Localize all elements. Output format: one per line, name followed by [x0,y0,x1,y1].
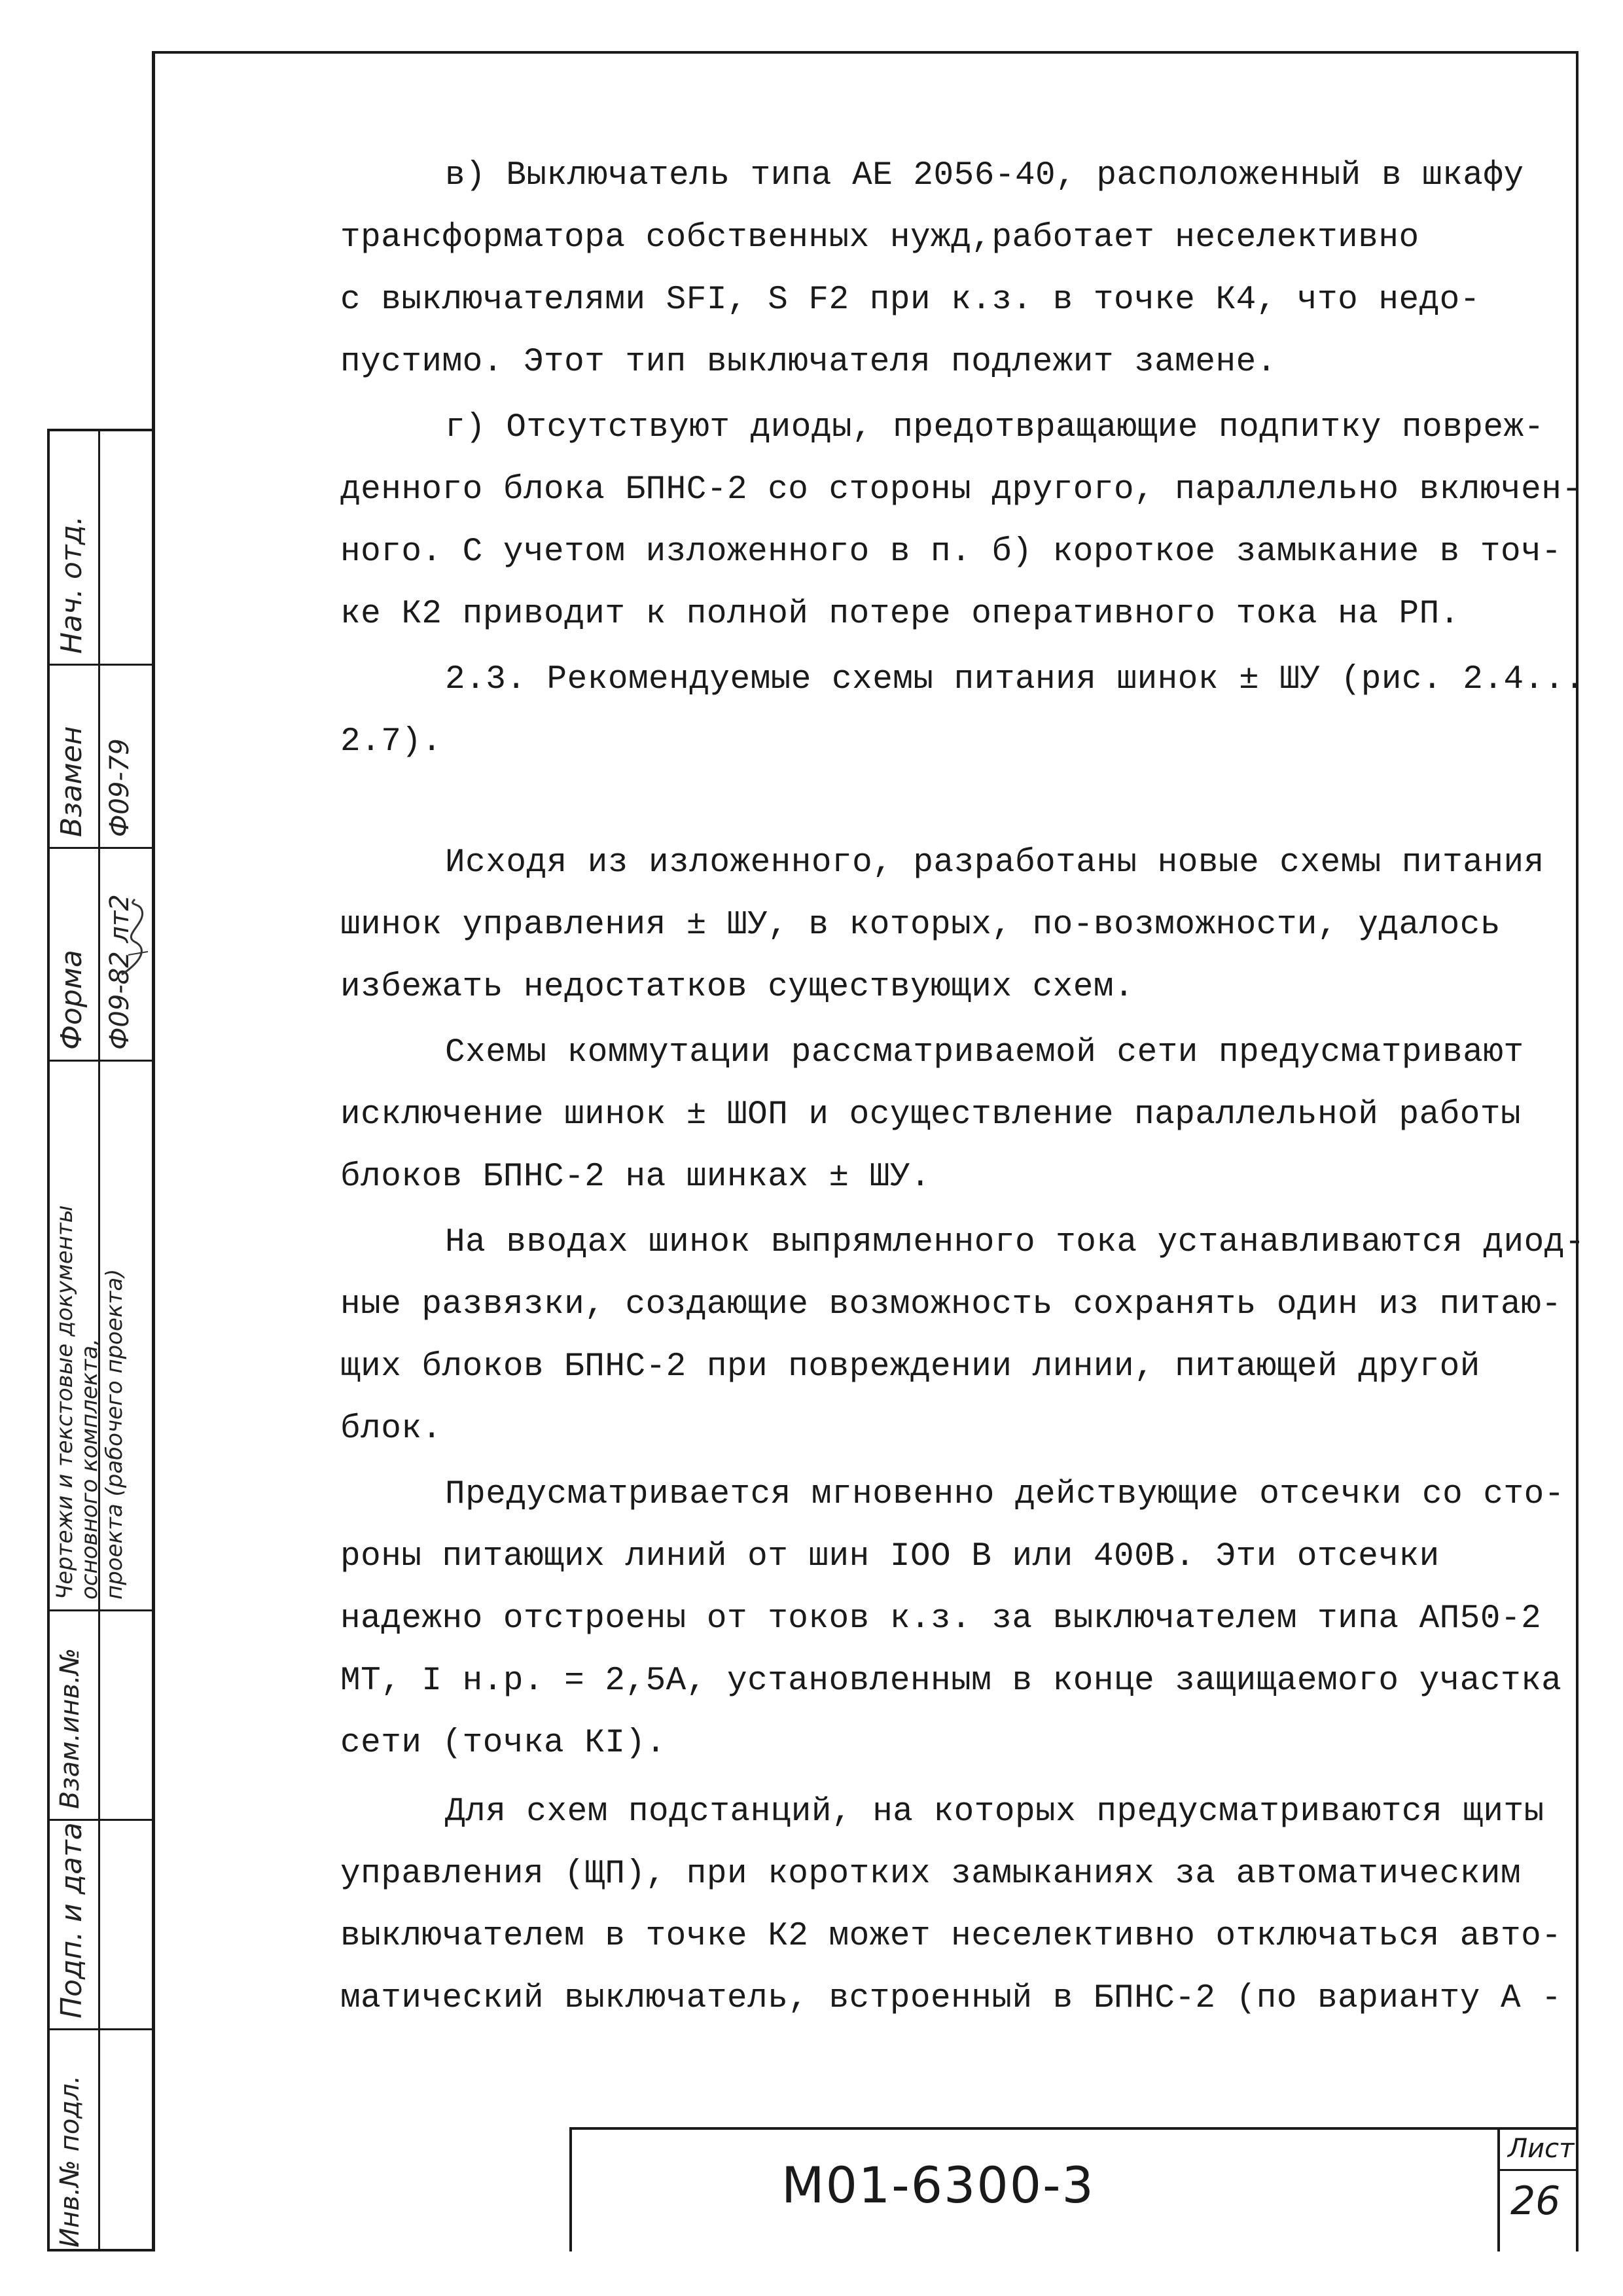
text-line: Исходя из изложенного, разработаны новые схемы питания [445,844,1544,882]
text-line: выключателем в точке К2 может неселективно отключаться авто- [340,1918,1562,1955]
text-line: щих блоков БПНС-2 при повреждении линии, питающей другой [340,1348,1480,1386]
text-line: исключение шинок ± ШОП и осуществление параллельной работы [340,1096,1522,1134]
stamp-inv-podl: Инв.№ подл. [55,2075,85,2248]
text-line: с выключателями SFI, S F2 при к.з. в точке К4, что недо- [340,281,1480,319]
sheet-number: 26 [1510,2178,1561,2224]
stamp-forma: Форма [55,950,88,1050]
stamp-drawings-line2: основного комплекта, [77,1338,103,1600]
stamp-vzamen: Взамен [55,726,88,837]
text-line: г) Отсутствуют диоды, предотвращающие подпитку повреж- [445,409,1544,446]
text-line: надежно отстроены от токов к.з. за выключателем типа АП50-2 [340,1600,1542,1638]
signature-mark [115,896,157,981]
text-line: ке К2 приводит к полной потере оперативного тока на РП. [340,596,1460,633]
text-line: избежать недостатков существующих схем. [340,969,1135,1006]
text-line: блок. [340,1410,442,1448]
text-line: матический выключатель, встроенный в БПНС-2 (по варианту А - [340,1980,1562,2017]
stamp-vzam-inv: Взам.инв.№ [55,1647,85,1809]
text-line: Схемы коммутации рассматриваемой сети предусматривают [445,1034,1524,1071]
stamp-forma-value: Ф09-82 лт2 [105,894,135,1050]
text-line: в) Выключатель типа АЕ 2056-40, расположенный в шкафу [445,157,1524,194]
text-line: ные развязки, создающие возможность сохранять один из питаю- [340,1286,1562,1323]
stamp-vzamen-value: Ф09-79 [105,738,135,837]
text-line: пустимо. Этот тип выключателя подлежит замене. [340,344,1277,381]
stamp-nach-otd: Нач. отд. [55,516,88,654]
text-line: ного. С учетом изложенного в п. б) короткое замыкание в точ- [340,533,1562,571]
text-line: сети (точка КI). [340,1725,666,1762]
text-line: роны питающих линий от шин IОО В или 400В. Эти отсечки [340,1538,1440,1575]
stamp-strip [47,429,152,2251]
text-line: 2.3. Рекомендуемые схемы питания шинок ± ШУ (рис. 2.4... [445,661,1585,698]
text-line: денного блока БПНС-2 со стороны другого, параллельно включен- [340,471,1582,509]
title-block [569,2127,1578,2251]
text-line: 2.7). [340,723,442,761]
document-code: М01-6300-3 [781,2156,1095,2214]
stamp-drawings-line1: Чертежи и текстовые документы [52,1205,78,1600]
text-line: Предусматривается мгновенно действующие отсечки со сто- [445,1476,1565,1513]
text-line: управления (ЩП), при коротких замыканиях за автоматическим [340,1856,1522,1893]
sheet-label: Лист [1508,2134,1575,2164]
text-line: Для схем подстанций, на которых предусматриваются щиты [445,1793,1544,1831]
text-line: МТ, I н.р. = 2,5А, установленным в конце защищаемого участка [340,1662,1562,1700]
text-line: На вводах шинок выпрямленного тока устанавливаются диод- [445,1224,1585,1261]
stamp-drawings-line3: проекта (рабочего проекта) [101,1268,128,1600]
text-line: шинок управления ± ШУ, в которых, по-возможности, удалось [340,906,1501,944]
text-line: трансформатора собственных нужд,работает неселективно [340,219,1419,257]
sheet-cell [1497,2130,1578,2251]
text-line: блоков БПНС-2 на шинках ± ШУ. [340,1158,931,1196]
stamp-podp-data: Подп. и дата [55,1822,88,2018]
